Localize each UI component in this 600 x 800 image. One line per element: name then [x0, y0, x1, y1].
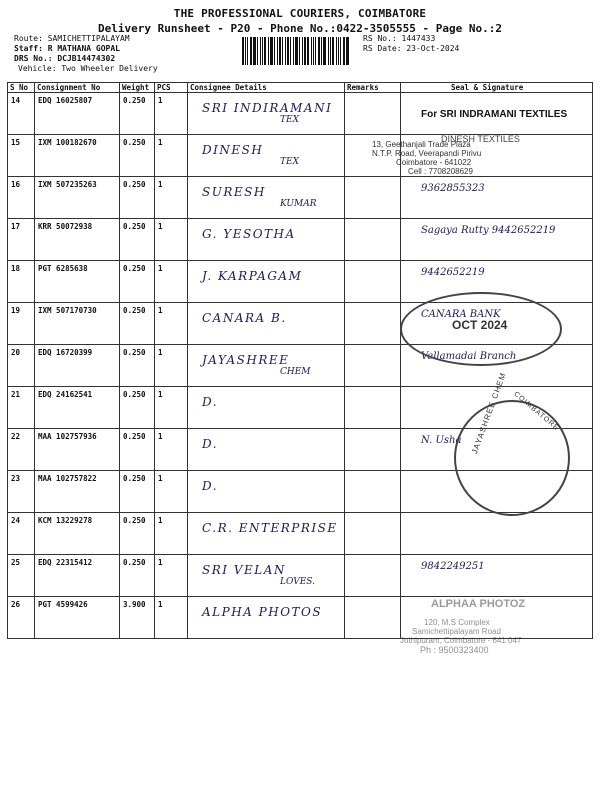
row-consignment: PGT 4599426	[35, 597, 120, 639]
barcode-bar	[268, 37, 269, 65]
row-consignment: EDQ 24162541	[35, 387, 120, 429]
consignee-handwriting: D.	[202, 479, 219, 493]
barcode-bar	[257, 37, 258, 65]
table-row	[8, 93, 593, 135]
consignee-handwriting: G. YESOTHA	[202, 227, 296, 241]
barcode-bar	[274, 37, 275, 65]
barcode-bar	[313, 37, 314, 65]
col-seal: Seal & Signature	[401, 83, 593, 93]
row-seal-signature	[401, 513, 593, 555]
table-row	[8, 513, 593, 555]
alpha-ph: Ph : 9500323400	[420, 645, 489, 655]
barcode-bar	[328, 37, 329, 65]
barcode-bar	[307, 37, 309, 65]
alpha-addr3: Jothipuram, Coimbatore - 641 047	[400, 636, 522, 645]
barcode-bar	[290, 37, 291, 65]
company-title: THE PROFESSIONAL COURIERS, COIMBATORE	[173, 7, 427, 20]
barcode-bar	[245, 37, 246, 65]
row-sno: 25	[8, 555, 35, 597]
canara-date: OCT 2024	[452, 318, 508, 332]
row-pcs: 1	[155, 513, 188, 555]
consignee-handwriting: SRI INDIRAMANI	[202, 101, 333, 115]
barcode-bar	[295, 37, 298, 65]
seal-text: 9362855323	[421, 183, 485, 194]
row-consignment: KCM 13229278	[35, 513, 120, 555]
row-pcs: 1	[155, 387, 188, 429]
row-consignment: IXM 507170730	[35, 303, 120, 345]
row-pcs: 1	[155, 471, 188, 513]
barcode-bar	[311, 37, 312, 65]
row-consignment: KRR 50072938	[35, 219, 120, 261]
barcode-bar	[262, 37, 263, 65]
consignee-handwriting: ALPHA PHOTOS	[202, 605, 323, 619]
row-weight: 0.250	[120, 261, 155, 303]
barcode-bar	[321, 37, 322, 65]
row-consignment: PGT 6285638	[35, 261, 120, 303]
meta-left	[14, 34, 158, 74]
consignee-handwriting: D.	[202, 395, 219, 409]
row-seal-signature	[401, 93, 593, 135]
consignee-handwriting: SRI VELAN	[202, 563, 286, 577]
col-pcs: PCS	[155, 83, 188, 93]
drs-line: DRS No.: DCJB14474302	[14, 54, 116, 63]
dinesh-cell: Cell : 7708208629	[408, 167, 473, 176]
jayashree-ring: JAYASHREE CHEM	[470, 371, 508, 456]
row-consignee	[188, 429, 345, 471]
row-sno: 20	[8, 345, 35, 387]
seal-text: For SRI INDRAMANI TEXTILES	[421, 109, 568, 120]
row-consignee	[188, 303, 345, 345]
row-sno: 23	[8, 471, 35, 513]
rs-no-line: RS No.: 1447433	[363, 34, 436, 43]
row-remarks	[345, 219, 401, 261]
barcode-bar	[299, 37, 300, 65]
row-sno: 24	[8, 513, 35, 555]
row-consignee	[188, 555, 345, 597]
consignee-handwriting: DINESH	[202, 143, 264, 157]
row-sno: 16	[8, 177, 35, 219]
consignee-handwriting-line2: TEX	[280, 115, 299, 125]
row-consignment: MAA 102757822	[35, 471, 120, 513]
seal-text: ALPHAA PHOTOZ	[431, 598, 526, 610]
row-remarks	[345, 597, 401, 639]
barcode-bar	[253, 37, 256, 65]
seal-text: CANARA BANK	[421, 309, 501, 320]
canara-bank-seal	[400, 292, 562, 366]
row-pcs: 1	[155, 429, 188, 471]
barcode-bar	[287, 37, 289, 65]
alpha-stamp	[400, 606, 550, 654]
route-line: Route: SAMICHETTIPALAYAM	[14, 34, 130, 43]
consignee-handwriting-line2: KUMAR	[280, 199, 317, 209]
barcode-bar	[323, 37, 326, 65]
barcode	[242, 37, 354, 65]
row-remarks	[345, 261, 401, 303]
barcode-bar	[285, 37, 286, 65]
barcode-bar	[302, 37, 303, 65]
barcode-bar	[293, 37, 294, 65]
barcode-bar	[282, 37, 283, 65]
barcode-bar	[346, 37, 349, 65]
row-pcs: 1	[155, 345, 188, 387]
col-consignee: Consignee Details	[188, 83, 345, 93]
row-consignee	[188, 597, 345, 639]
col-consignment: Consignment No	[35, 83, 120, 93]
row-sno: 22	[8, 429, 35, 471]
seal-text: Sagaya Rutty 9442652219	[421, 225, 556, 236]
row-sno: 14	[8, 93, 35, 135]
barcode-bar	[332, 37, 334, 65]
seal-text: N. Usha	[421, 435, 462, 446]
row-sno: 21	[8, 387, 35, 429]
row-consignee	[188, 93, 345, 135]
row-remarks	[345, 345, 401, 387]
barcode-bar	[336, 37, 337, 65]
table-row	[8, 555, 593, 597]
consignee-handwriting-line2: CHEM	[280, 367, 311, 377]
row-consignment: MAA 102757936	[35, 429, 120, 471]
jayashree-seal	[454, 371, 570, 516]
barcode-bar	[318, 37, 320, 65]
row-pcs: 1	[155, 555, 188, 597]
barcode-bar	[304, 37, 306, 65]
consignee-handwriting: JAYASHREE	[202, 353, 290, 367]
rs-date-line: RS Date: 23-Oct-2024	[363, 44, 460, 53]
row-consignee	[188, 261, 345, 303]
barcode-bar	[330, 37, 331, 65]
row-remarks	[345, 93, 401, 135]
row-weight: 0.250	[120, 177, 155, 219]
seal-text: 9442652219	[421, 267, 485, 278]
row-weight: 3.900	[120, 597, 155, 639]
consignee-handwriting: CANARA B.	[202, 311, 287, 325]
row-pcs: 1	[155, 219, 188, 261]
meta-right	[363, 34, 459, 54]
row-pcs: 1	[155, 303, 188, 345]
barcode-bar	[264, 37, 266, 65]
alpha-addr2: Samichettipalayam Road	[412, 627, 501, 636]
consignee-handwriting: SURESH	[202, 185, 266, 199]
consignee-handwriting: C.R. ENTERPRISE	[202, 521, 338, 535]
row-remarks	[345, 177, 401, 219]
consignee-handwriting: J. KARPAGAM	[202, 269, 303, 283]
barcode-bar	[247, 37, 248, 65]
staff-value: R MATHANA GOPAL	[47, 44, 120, 53]
dinesh-stamp	[372, 132, 532, 180]
row-consignment: EDQ 22315412	[35, 555, 120, 597]
row-weight: 0.250	[120, 219, 155, 261]
row-consignment: EDQ 16720399	[35, 345, 120, 387]
row-remarks	[345, 513, 401, 555]
seal-text: Vellamadai Branch	[421, 351, 517, 362]
row-consignment: EDQ 16025807	[35, 93, 120, 135]
vehicle-line: Vehicle: Two Wheeler Delivery	[18, 64, 158, 73]
consignee-handwriting-line2: LOVES.	[280, 577, 315, 587]
barcode-bar	[242, 37, 244, 65]
col-sno: S No	[8, 83, 35, 93]
row-weight: 0.250	[120, 429, 155, 471]
row-pcs: 1	[155, 177, 188, 219]
row-sno: 19	[8, 303, 35, 345]
route-value: SAMICHETTIPALAYAM	[47, 34, 130, 43]
drs-value: DCJB14474302	[57, 54, 116, 63]
row-weight: 0.250	[120, 387, 155, 429]
row-consignment: IXM 100182670	[35, 135, 120, 177]
row-sno: 17	[8, 219, 35, 261]
row-pcs: 1	[155, 135, 188, 177]
row-remarks	[345, 555, 401, 597]
row-consignee	[188, 513, 345, 555]
dinesh-addr3: Coimbatore - 641022	[396, 158, 472, 167]
col-remarks: Remarks	[345, 83, 401, 93]
row-sno: 26	[8, 597, 35, 639]
row-weight: 0.250	[120, 513, 155, 555]
row-consignee	[188, 387, 345, 429]
barcode-bar	[260, 37, 261, 65]
runsheet-subtitle: Delivery Runsheet - P20 - Phone No.:0422-3505555 - Page No.:2	[98, 22, 502, 35]
row-seal-signature	[401, 555, 593, 597]
row-weight: 0.250	[120, 135, 155, 177]
barcode-bar	[315, 37, 316, 65]
row-remarks	[345, 387, 401, 429]
row-consignee	[188, 177, 345, 219]
row-pcs: 1	[155, 261, 188, 303]
row-consignee	[188, 219, 345, 261]
consignee-handwriting-line2: TEX	[280, 157, 299, 167]
barcode-bar	[340, 37, 341, 65]
barcode-bar	[338, 37, 339, 65]
row-weight: 0.250	[120, 93, 155, 135]
row-seal-signature	[401, 177, 593, 219]
row-remarks	[345, 303, 401, 345]
barcode-bar	[279, 37, 281, 65]
col-weight: Weight	[120, 83, 155, 93]
barcode-bar	[250, 37, 252, 65]
rs-no-value: 1447433	[401, 34, 436, 43]
table-header-row	[8, 83, 593, 93]
row-consignment: IXM 507235263	[35, 177, 120, 219]
jayashree-city: COIMBATORE	[512, 390, 561, 433]
row-pcs: 1	[155, 93, 188, 135]
barcode-bar	[343, 37, 345, 65]
row-weight: 0.250	[120, 345, 155, 387]
barcode-bar	[270, 37, 273, 65]
row-weight: 0.250	[120, 303, 155, 345]
dinesh-addr1: 13, Geethanjali Trade Plaza	[372, 140, 471, 149]
row-sno: 18	[8, 261, 35, 303]
dinesh-addr2: N.T.P. Road, Veerapandi Pirivu	[372, 149, 482, 158]
row-pcs: 1	[155, 597, 188, 639]
rs-date-value: 23-Oct-2024	[406, 44, 460, 53]
row-consignee	[188, 345, 345, 387]
row-remarks	[345, 471, 401, 513]
table-row	[8, 219, 593, 261]
consignee-handwriting: D.	[202, 437, 219, 451]
table-row	[8, 177, 593, 219]
barcode-bar	[277, 37, 278, 65]
vehicle-value: Two Wheeler Delivery	[61, 64, 158, 73]
row-weight: 0.250	[120, 471, 155, 513]
seal-text: 9842249251	[421, 561, 485, 572]
row-consignee	[188, 471, 345, 513]
row-sno: 15	[8, 135, 35, 177]
row-seal-signature	[401, 219, 593, 261]
row-remarks	[345, 429, 401, 471]
staff-line: Staff: R MATHANA GOPAL	[14, 44, 120, 53]
row-consignee	[188, 135, 345, 177]
alpha-addr1: 120, M.S Complex	[424, 618, 490, 627]
seal-text: DINESH TEXTILES	[441, 134, 520, 144]
row-weight: 0.250	[120, 555, 155, 597]
